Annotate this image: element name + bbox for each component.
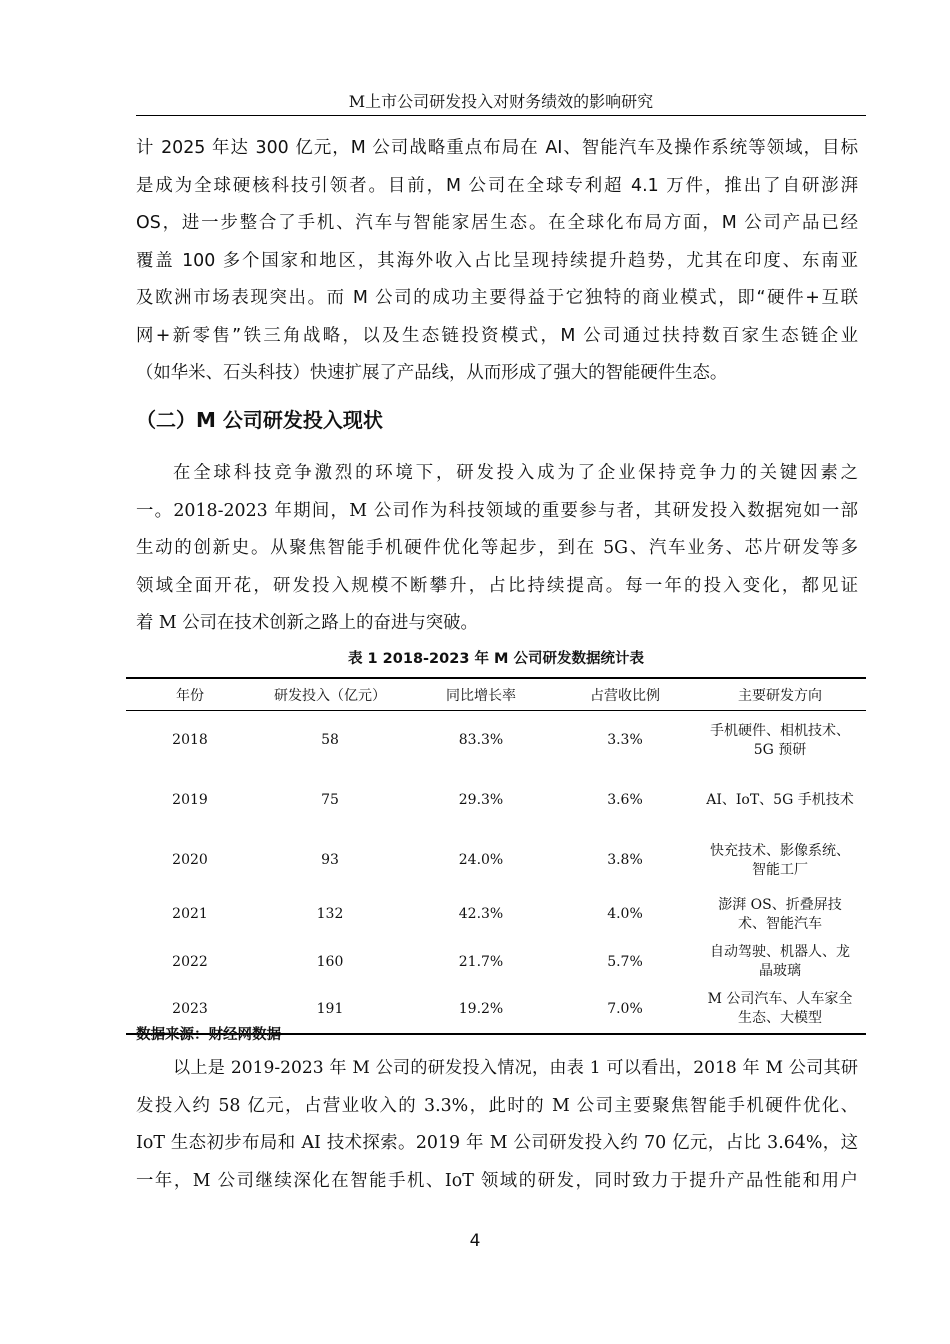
cell-year: 2022 [172,953,208,970]
table-row [126,939,866,986]
body-paragraph-1 [136,130,858,393]
table-row [126,771,866,831]
paragraph-line: 计 2025 年达 300 亿元，M 公司战略重点布局在 AI、智能汽车及操作系统等领域，目标 [136,138,858,158]
cell-year: 2019 [172,792,208,808]
column-header-research-direction: 主要研发方向 [694,678,866,711]
column-header-growth-rate: 同比增长率 [406,678,556,711]
column-header-revenue-ratio: 占营收比例 [556,678,694,711]
cell-research-direction: 澎湃 OS、折叠屏技术、智能汽车 [718,896,842,932]
section-heading: （二）M 公司研发投入现状 [136,408,383,432]
cell-research-direction: M 公司汽车、人车家全生态、大模型 [694,986,866,1034]
cell-revenue-ratio: 5.7% [607,953,643,970]
cell-research-direction: 自动驾驶、机器人、龙晶玻璃 [710,944,850,979]
cell-research-direction: 快充技术、影像系统、智能工厂 [710,842,850,878]
cell-revenue-ratio: 3.3% [607,732,643,749]
cell-rd-investment: 58 [321,732,339,749]
cell-growth-rate: 24.0% [458,852,504,868]
paragraph-line: 是成为全球硬核科技引领者。目前，M 公司在全球专利超 4.1 万件，推出了自研澎湃 [136,175,858,196]
table-row [126,891,866,939]
paragraph-line: 覆盖 100 多个国家和地区，其海外收入占比呈现持续提升趋势，尤其在印度、东南亚 [136,250,858,271]
cell-rd-investment: 160 [316,953,344,970]
cell-growth-rate: 21.7% [458,953,504,970]
table-source-note: 数据来源：财经网数据 [136,1027,281,1043]
cell-year: 2021 [172,906,208,922]
cell-revenue-ratio: 3.6% [607,792,643,808]
paragraph-line: IoT 生态初步布局和 AI 技术探索。2019 年 M 公司研发投入约 70 亿元，占比 3.64%，这 [136,1133,858,1153]
paragraph-line: 生动的创新史。从聚焦智能手机硬件优化等起步，到在 5G、汽车业务、芯片研发等多 [136,538,858,558]
cell-growth-rate: 83.3% [458,732,504,749]
paragraph-line: 发投入约 58 亿元，占营业收入的 3.3%，此时的 M 公司主要聚焦智能手机硬件优化、 [136,1095,858,1116]
body-paragraph-2 [136,455,858,643]
cell-growth-rate: 19.2% [406,986,556,1034]
table-row [126,711,866,771]
cell-rd-investment: 132 [316,906,344,922]
cell-rd-investment: 93 [321,852,339,868]
cell-growth-rate: 42.3% [458,906,504,922]
table-header-row [126,678,866,711]
paragraph-line: 网+新零售”铁三角战略，以及生态链投资模式，M 公司通过扶持数百家生态链企业 [136,325,858,346]
body-paragraph-3 [136,1050,858,1200]
paragraph-line: 一年，M 公司继续深化在智能手机、IoT 领域的研发，同时致力于提升产品性能和用户 [136,1170,858,1191]
page-number: 4 [469,1231,481,1251]
cell-year: 2020 [172,852,208,868]
paragraph-line: 及欧洲市场表现突出。而 M 公司的成功主要得益于它独特的商业模式，即“硬件+互联 [136,288,858,308]
paragraph-line: OS，进一步整合了手机、汽车与智能家居生态。在全球化布局方面，M 公司产品已经 [136,213,858,233]
cell-growth-rate: 29.3% [458,792,504,808]
column-header-year: 年份 [126,678,254,711]
column-header-rd-investment: 研发投入（亿元） [254,678,406,711]
paragraph-line: （如华米、石头科技）快速扩展了产品线，从而形成了强大的智能硬件生态。 [136,363,728,383]
cell-rd-investment: 75 [321,792,339,808]
cell-revenue-ratio: 7.0% [556,986,694,1034]
paragraph-line: 着 M 公司在技术创新之路上的奋进与突破。 [136,613,478,633]
cell-research-direction: 手机硬件、相机技术、5G 预研 [710,722,850,758]
paragraph-line: 在全球科技竞争激烈的环境下，研发投入成为了企业保持竞争力的关键因素之 [173,463,858,483]
rd-statistics-table [126,677,866,1035]
running-header: M上市公司研发投入对财务绩效的影响研究 [348,92,654,111]
cell-year: 2023 [126,986,254,1034]
table-caption: 表 1 2018-2023 年 M 公司研发数据统计表 [348,651,644,667]
cell-rd-investment: 191 [254,986,406,1034]
paragraph-line: 以上是 2019-2023 年 M 公司的研发投入情况，由表 1 可以看出，2018 年 M 公司其研 [173,1058,858,1078]
table-row [126,831,866,891]
paragraph-line: 领域全面开花，研发投入规模不断攀升，占比持续提高。每一年的投入变化，都见证 [136,575,858,596]
cell-revenue-ratio: 4.0% [607,906,643,922]
header-divider [136,115,866,116]
paragraph-line: 一。2018-2023 年期间，M 公司作为科技领域的重要参与者，其研发投入数据宛如一部 [136,500,858,521]
cell-revenue-ratio: 3.8% [607,852,643,868]
cell-year: 2018 [172,732,208,749]
cell-research-direction: AI、IoT、5G 手机技术 [706,792,854,808]
